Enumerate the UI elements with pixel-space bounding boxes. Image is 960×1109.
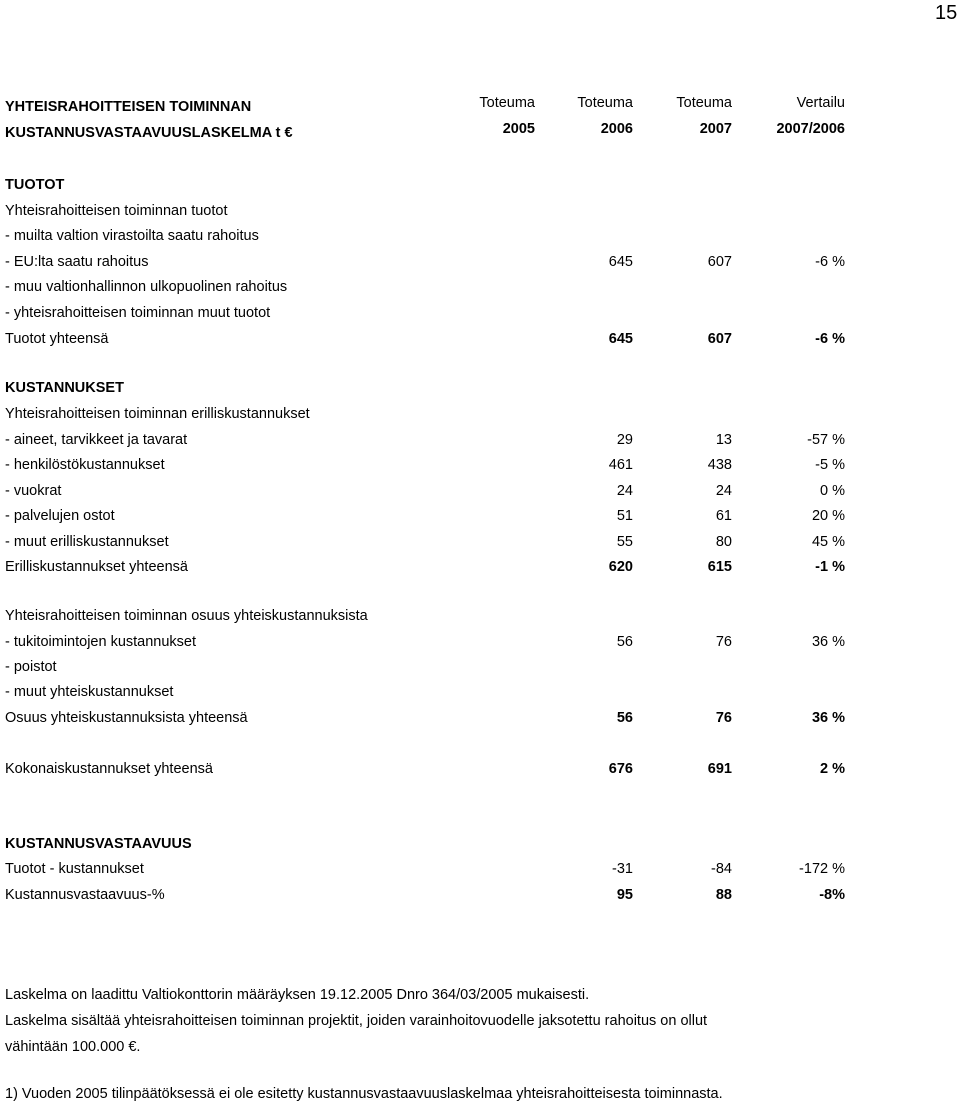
row-value-col4: -172 % bbox=[799, 861, 845, 877]
col-header-2006-year: 2006 bbox=[600, 121, 633, 137]
row-value-col4: -6 % bbox=[815, 254, 845, 270]
table-row bbox=[0, 331, 960, 351]
row-label: Yhteisrahoitteisen toiminnan tuotot bbox=[5, 203, 228, 219]
row-value-col2: 461 bbox=[608, 457, 633, 473]
row-value-col3: 76 bbox=[715, 710, 732, 726]
row-label: - palvelujen ostot bbox=[5, 508, 115, 524]
note-line-1: Laskelma on laadittu Valtiokonttorin määräyksen 19.12.2005 Dnro 364/03/2005 mukaisesti. bbox=[5, 987, 590, 1003]
row-label: - henkilöstökustannukset bbox=[5, 457, 165, 473]
row-value-col3: 13 bbox=[715, 432, 732, 448]
table-row bbox=[0, 177, 960, 197]
row-value-col2: 51 bbox=[616, 508, 633, 524]
row-label: KUSTANNUSVASTAAVUUS bbox=[5, 836, 192, 852]
row-value-col3: 61 bbox=[715, 508, 732, 524]
row-value-col4: 45 % bbox=[811, 534, 845, 550]
row-value-col2: 56 bbox=[616, 710, 633, 726]
row-label: KUSTANNUKSET bbox=[5, 380, 124, 396]
row-label: Erilliskustannukset yhteensä bbox=[5, 559, 188, 575]
row-value-col2: 645 bbox=[608, 254, 633, 270]
row-value-col4: 36 % bbox=[811, 710, 845, 726]
footnote: 1) Vuoden 2005 tilinpäätöksessä ei ole esitetty kustannusvastaavuuslaskelmaa yhteisrahoitteisesta toiminnasta. bbox=[5, 1086, 723, 1102]
row-value-col2: 55 bbox=[616, 534, 633, 550]
row-value-col2: 676 bbox=[608, 761, 633, 777]
row-value-col4: -8% bbox=[819, 887, 845, 903]
row-value-col3: 607 bbox=[707, 331, 732, 347]
row-value-col3: 76 bbox=[715, 634, 732, 650]
table-row bbox=[0, 305, 960, 325]
table-row bbox=[0, 710, 960, 730]
col-header-2007-year: 2007 bbox=[699, 121, 732, 137]
table-row bbox=[0, 559, 960, 579]
row-label: - yhteisrahoitteisen toiminnan muut tuotot bbox=[5, 305, 271, 321]
row-label: Tuotot - kustannukset bbox=[5, 861, 144, 877]
note-line-3: vähintään 100.000 €. bbox=[5, 1039, 141, 1055]
col-header-2007-top: Toteuma bbox=[676, 95, 732, 111]
row-value-col3: 691 bbox=[707, 761, 732, 777]
row-label: - EU:lta saatu rahoitus bbox=[5, 254, 149, 270]
row-value-col4: -5 % bbox=[815, 457, 845, 473]
row-label: - muilta valtion virastoilta saatu rahoitus bbox=[5, 228, 259, 244]
col-header-2005-top: Toteuma bbox=[479, 95, 535, 111]
table-row bbox=[0, 761, 960, 781]
row-label: Kustannusvastaavuus-% bbox=[5, 887, 165, 903]
table-row bbox=[0, 634, 960, 654]
col-header-2005-year: 2005 bbox=[502, 121, 535, 137]
table-row bbox=[0, 887, 960, 907]
row-label: - poistot bbox=[5, 659, 57, 675]
row-label: Osuus yhteiskustannuksista yhteensä bbox=[5, 710, 248, 726]
table-row bbox=[0, 659, 960, 679]
table-row bbox=[0, 483, 960, 503]
row-value-col4: 0 % bbox=[820, 483, 845, 499]
col-header-2006-top: Toteuma bbox=[577, 95, 633, 111]
table-row bbox=[0, 861, 960, 881]
row-value-col3: -84 bbox=[711, 861, 732, 877]
row-value-col3: 80 bbox=[715, 534, 732, 550]
col-header-vertailu-top: Vertailu bbox=[796, 95, 845, 111]
table-row bbox=[0, 608, 960, 628]
table-row bbox=[0, 254, 960, 274]
row-value-col2: 645 bbox=[608, 331, 633, 347]
table-row bbox=[0, 534, 960, 554]
row-label: - muut yhteiskustannukset bbox=[5, 684, 174, 700]
row-value-col2: 95 bbox=[616, 887, 633, 903]
row-value-col3: 607 bbox=[707, 254, 732, 270]
row-label: - muut erilliskustannukset bbox=[5, 534, 169, 550]
table-row bbox=[0, 279, 960, 299]
table-row bbox=[0, 684, 960, 704]
row-value-col3: 24 bbox=[715, 483, 732, 499]
row-value-col3: 438 bbox=[707, 457, 732, 473]
row-label: - aineet, tarvikkeet ja tavarat bbox=[5, 432, 188, 448]
row-value-col2: 24 bbox=[616, 483, 633, 499]
page-number: 15 bbox=[935, 2, 958, 24]
row-value-col3: 615 bbox=[707, 559, 732, 575]
row-value-col2: 56 bbox=[616, 634, 633, 650]
row-label: - tukitoimintojen kustannukset bbox=[5, 634, 197, 650]
row-value-col3: 88 bbox=[715, 887, 732, 903]
row-value-col2: 29 bbox=[616, 432, 633, 448]
row-value-col2: 620 bbox=[608, 559, 633, 575]
col-header-vertailu-year: 2007/2006 bbox=[776, 121, 845, 137]
table-row bbox=[0, 228, 960, 248]
row-label: Yhteisrahoitteisen toiminnan erilliskustannukset bbox=[5, 406, 310, 422]
table-row bbox=[0, 457, 960, 477]
table-row bbox=[0, 508, 960, 528]
row-value-col4: -1 % bbox=[815, 559, 845, 575]
table-title-line1: YHTEISRAHOITTEISEN TOIMINNAN bbox=[5, 99, 252, 115]
row-label: Yhteisrahoitteisen toiminnan osuus yhteiskustannuksista bbox=[5, 608, 368, 624]
row-label: Kokonaiskustannukset yhteensä bbox=[5, 761, 213, 777]
row-value-col2: -31 bbox=[612, 861, 633, 877]
row-label: Tuotot yhteensä bbox=[5, 331, 109, 347]
table-title-line2: KUSTANNUSVASTAAVUUSLASKELMA t € bbox=[5, 125, 293, 141]
note-line-2: Laskelma sisältää yhteisrahoitteisen toiminnan projektit, joiden varainhoitovuodelle jaksotettu rahoitus on ollut bbox=[5, 1013, 708, 1029]
table-row bbox=[0, 380, 960, 400]
row-label: - muu valtionhallinnon ulkopuolinen rahoitus bbox=[5, 279, 288, 295]
row-value-col4: 36 % bbox=[811, 634, 845, 650]
table-row bbox=[0, 432, 960, 452]
row-label: TUOTOT bbox=[5, 177, 65, 193]
row-value-col4: 20 % bbox=[811, 508, 845, 524]
row-value-col4: -6 % bbox=[815, 331, 845, 347]
row-value-col4: -57 % bbox=[807, 432, 845, 448]
table-row bbox=[0, 203, 960, 223]
table-row bbox=[0, 836, 960, 856]
row-label: - vuokrat bbox=[5, 483, 62, 499]
table-row bbox=[0, 406, 960, 426]
row-value-col4: 2 % bbox=[820, 761, 845, 777]
